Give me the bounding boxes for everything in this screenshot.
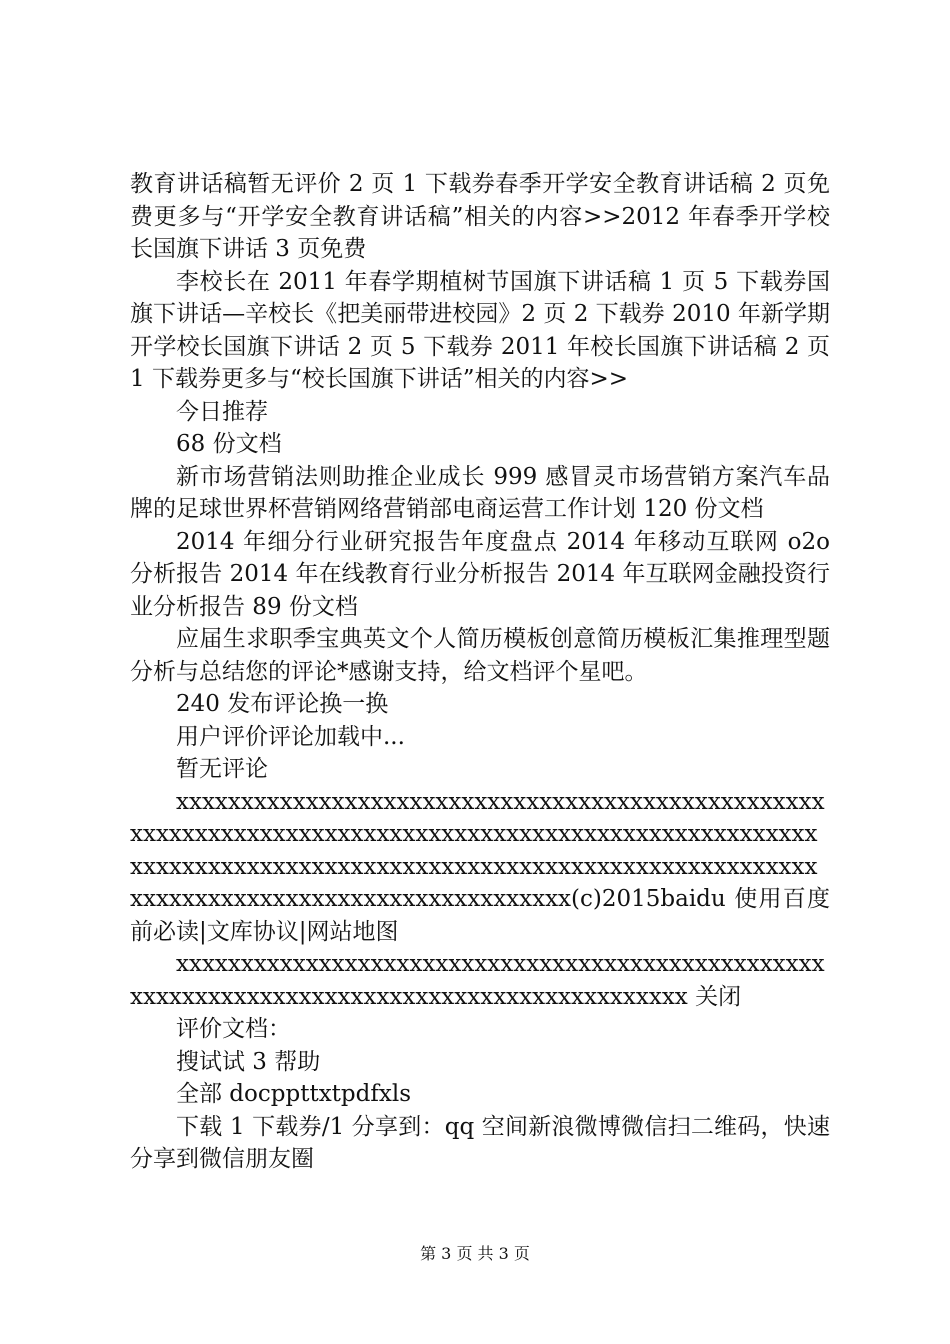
paragraph-3: 今日推荐: [176, 398, 268, 425]
page-footer: 第 3 页 共 3 页: [420, 1244, 530, 1263]
paragraph-5: 新市场营销法则助推企业成长 999 感冒灵市场营销方案汽车品牌的足球世界杯营销网络营销部电商运营工作计划 120 份文档: [130, 463, 830, 522]
paragraph-8: 240 发布评论换一换: [176, 691, 389, 717]
paragraph-10: 暂无评论: [176, 756, 268, 782]
paragraph-2: 李校长在 2011 年春学期植树节国旗下讲话稿 1 页 5 下载券国旗下讲话—辛校长《把美丽带进校园》2 页 2 下载券 2010 年新学期开学校长国旗下讲话 2 页 5 下载券 2011 年校长国旗下讲话稿 2 页 1 下载券更多与“校长国旗下讲话”相关的内容>>: [130, 268, 830, 392]
paragraph-1: 教育讲话稿暂无评价 2 页 1 下载券春季开学安全教育讲话稿 2 页免费更多与“开学安全教育讲话稿”相关的内容>>2012 年春季开学校长国旗下讲话 3 页免费: [130, 171, 830, 262]
paragraph-16: 下载 1 下载券/1 分享到：qq 空间新浪微博微信扫二维码，快速分享到微信朋友圈: [130, 1113, 830, 1172]
paragraph-15: 全部 docppttxtpdfxls: [176, 1081, 411, 1107]
paragraph-14: 搜试试 3 帮助: [176, 1048, 321, 1075]
paragraph-11: xxxxxxxxxxxxxxxxxxxxxxxxxxxxxxxxxxxxxxxxxxxxxxxxxxxxxxxxxxxxxxxxxxxxxxxxxxxxxxxxxxxxxxxxxxxxxxxxxxxxxxxxxxxxxxxxxxxxxxxxxxxxxxxxxxxxxxxxxxxxxxxxxxxxxxxxxxxxxxxxxxxxxxxxxxxxxxxxxxxxxxxxxxxxxx(c)2015baidu 使用百度前必读|文库协议|网站地图: [130, 788, 830, 945]
paragraph-4: 68 份文档: [176, 431, 282, 457]
paragraph-12: xxxxxxxxxxxxxxxxxxxxxxxxxxxxxxxxxxxxxxxxxxxxxxxxxxxxxxxxxxxxxxxxxxxxxxxxxxxxxxxxxxxxxxxxxxxxx 关闭: [130, 951, 825, 1010]
page-body: [130, 168, 830, 1176]
paragraph-6: 2014 年细分行业研究报告年度盘点 2014 年移动互联网 o2o 分析报告 2014 年在线教育行业分析报告 2014 年互联网金融投资行业分析报告 89 份文档: [130, 528, 830, 620]
paragraph-13: 评价文档：: [176, 1016, 291, 1042]
paragraph-9: 用户评价评论加载中...: [176, 723, 405, 750]
paragraph-7: 应届生求职季宝典英文个人简历模板创意简历模板汇集推理型题分析与总结您的评论*感谢支持，给文档评个星吧。: [130, 626, 830, 685]
